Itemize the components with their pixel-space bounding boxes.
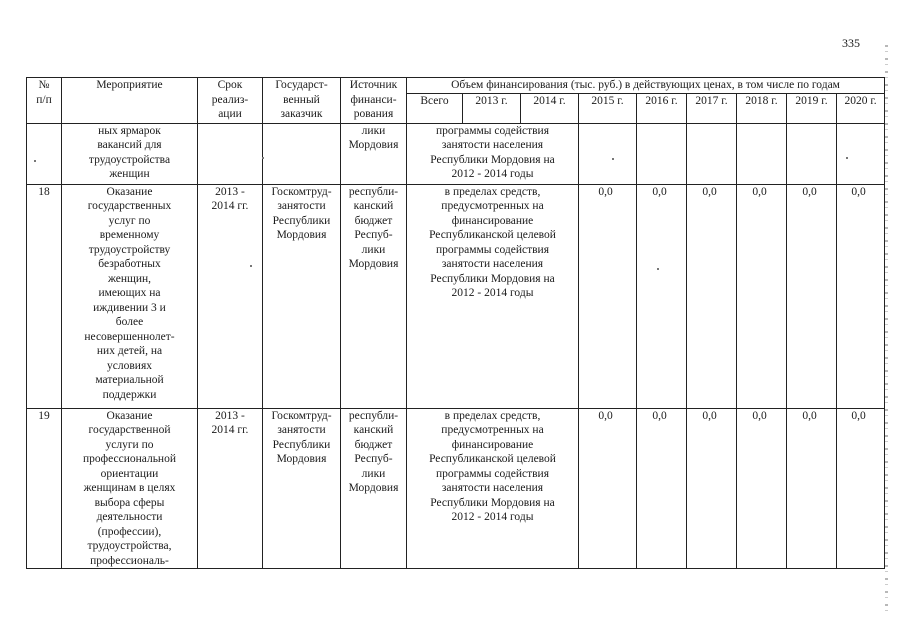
scan-speck — [34, 160, 36, 162]
financing-table — [26, 77, 885, 569]
header-year-2015: 2015 г. — [579, 93, 637, 123]
header-year-2013: 2013 г. — [463, 93, 521, 123]
row-term: 2013 - 2014 гг. — [198, 184, 263, 408]
row-customer — [263, 123, 341, 184]
header-year-2017: 2017 г. — [687, 93, 737, 123]
row-value-2018: 0,0 — [737, 408, 787, 569]
row-value-2015: 0,0 — [579, 408, 637, 569]
row-source: лики Мордовия — [341, 123, 407, 184]
row-value-2019: 0,0 — [787, 184, 837, 408]
row-value-2016 — [637, 123, 687, 184]
header-year-2019: 2019 г. — [787, 93, 837, 123]
row-value-2018 — [737, 123, 787, 184]
header-measure: Мероприятие — [62, 78, 198, 124]
row-measure: ных ярмарок вакансий для трудоустройства женщин — [62, 123, 198, 184]
row-customer: Госкомтруд- занятости Республики Мордовия — [263, 184, 341, 408]
row-customer: Госкомтруд- занятости Республики Мордовия — [263, 408, 341, 569]
row-value-2020: 0,0 — [837, 408, 885, 569]
scan-speck — [262, 157, 264, 159]
scan-speck — [657, 268, 659, 270]
row-num — [27, 123, 62, 184]
header-financing: Объем финансирования (тыс. руб.) в действующих ценах, в том числе по годам — [407, 78, 885, 94]
header-year-2020: 2020 г. — [837, 93, 885, 123]
row-value-2017: 0,0 — [687, 408, 737, 569]
row-value-2019 — [787, 123, 837, 184]
row-value-2019: 0,0 — [787, 408, 837, 569]
row-measure: Оказание государственной услуги по профессиональной ориентации женщинам в целях выбора сферы деятельности (профессии), трудоустройства, профессиональ- — [62, 408, 198, 569]
row-source: республи- канский бюджет Респуб- лики Мордовия — [341, 184, 407, 408]
row-num: 19 — [27, 408, 62, 569]
row-financing-note: программы содействия занятости населения Республики Мордовия на 2012 - 2014 годы — [407, 123, 579, 184]
row-measure: Оказание государственных услуг по временному трудоустройству безработных женщин, имеющих на иждивении 3 и более несовершеннолет- них детей, на условиях материальной поддержки — [62, 184, 198, 408]
scan-speck — [846, 157, 848, 159]
table-row — [27, 408, 885, 569]
row-financing-note: в пределах средств, предусмотренных на финансирование Республиканской целевой программы содействия занятости населения Республики Мордовия на 2012 - 2014 годы — [407, 408, 579, 569]
header-year-2016: 2016 г. — [637, 93, 687, 123]
row-num: 18 — [27, 184, 62, 408]
header-term: Срок реализ- ации — [198, 78, 263, 124]
row-value-2020 — [837, 123, 885, 184]
scan-edge-marks — [885, 45, 888, 615]
header-year-2018: 2018 г. — [737, 93, 787, 123]
header-num: № п/п — [27, 78, 62, 124]
header-customer: Государст- венный заказчик — [263, 78, 341, 124]
row-value-2015 — [579, 123, 637, 184]
row-financing-note: в пределах средств, предусмотренных на финансирование Республиканской целевой программы содействия занятости населения Республики Мордовия на 2012 - 2014 годы — [407, 184, 579, 408]
row-term: 2013 - 2014 гг. — [198, 408, 263, 569]
row-value-2020: 0,0 — [837, 184, 885, 408]
header-year-total: Всего — [407, 93, 463, 123]
row-value-2017: 0,0 — [687, 184, 737, 408]
header-source: Источник финанси- рования — [341, 78, 407, 124]
row-value-2016: 0,0 — [637, 408, 687, 569]
row-value-2015: 0,0 — [579, 184, 637, 408]
table-row — [27, 123, 885, 184]
header-year-2014: 2014 г. — [521, 93, 579, 123]
row-value-2017 — [687, 123, 737, 184]
scan-speck — [250, 265, 252, 267]
row-value-2018: 0,0 — [737, 184, 787, 408]
page-number: 335 — [842, 36, 860, 50]
row-source: республи- канский бюджет Респуб- лики Мордовия — [341, 408, 407, 569]
scan-speck — [612, 158, 614, 160]
row-term — [198, 123, 263, 184]
table-row — [27, 184, 885, 408]
row-value-2016: 0,0 — [637, 184, 687, 408]
header-row — [27, 78, 885, 94]
